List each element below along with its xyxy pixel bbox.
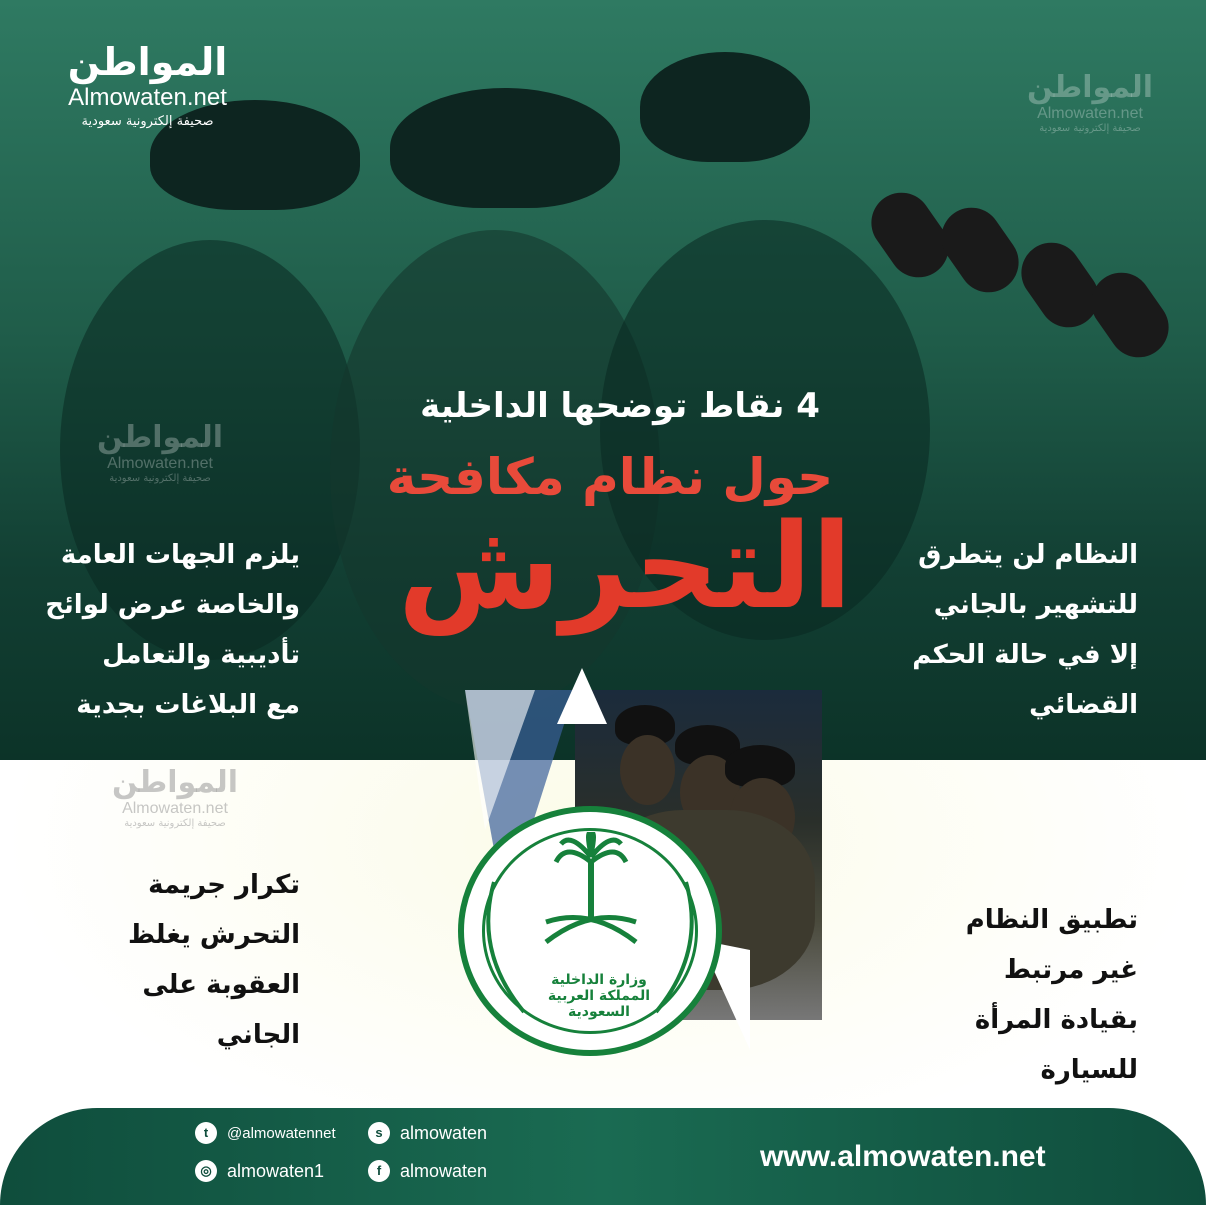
point-1: النظام لن يتطرق للتشهير بالجاني إلا في حالة الحكم القضائي — [912, 540, 1138, 720]
snapchat-icon: s — [368, 1122, 390, 1144]
subtitle: 4 نقاط توضحها الداخلية — [420, 386, 820, 426]
title-line-1: حول نظام مكافحة — [386, 448, 834, 506]
point-4: تطبيق النظام غير مرتبط بقيادة المرأة للسيارة — [965, 905, 1138, 1085]
logo-tagline: صحيفة إلكترونية سعودية — [81, 114, 214, 129]
watermark: المواطن Almowaten.net صحيفة إلكترونية سعودية — [1026, 70, 1153, 134]
ministry-seal — [458, 806, 722, 1056]
website-link[interactable]: www.almowaten.net — [760, 1140, 1046, 1173]
logo-url: Almowaten.net — [68, 84, 227, 111]
watermark: المواطن Almowaten.net صحيفة إلكترونية سعودية — [111, 765, 238, 829]
watermark: المواطن Almowaten.net صحيفة إلكترونية سعودية — [96, 420, 223, 484]
seal-text: وزارة الداخلية المملكة العربية السعودية — [547, 972, 651, 1020]
title-line-2: التحرش — [397, 497, 853, 635]
snapchat-link[interactable]: s almowaten — [368, 1122, 487, 1144]
point-3: تكرار جريمة التحرش يغلظ العقوبة على الجاني — [127, 870, 300, 1050]
instagram-icon: ◎ — [195, 1160, 217, 1182]
point-2: يلزم الجهات العامة والخاصة عرض لوائح تأديبية والتعامل مع البلاغات بجدية — [45, 540, 300, 720]
facebook-icon: f — [368, 1160, 390, 1182]
logo-mark: المواطن — [67, 40, 228, 84]
brand-logo — [55, 40, 240, 129]
microphone — [930, 196, 1031, 304]
twitter-link[interactable]: t @almowatennet — [195, 1122, 336, 1144]
decor-triangle — [557, 668, 607, 724]
twitter-icon: t — [195, 1122, 217, 1144]
officer-cap — [640, 52, 810, 162]
microphone — [1080, 261, 1181, 369]
instagram-link[interactable]: ◎ almowaten1 — [195, 1160, 324, 1182]
footer — [0, 1108, 1206, 1205]
facebook-link[interactable]: f almowaten — [368, 1160, 487, 1182]
officer-cap — [390, 88, 620, 208]
